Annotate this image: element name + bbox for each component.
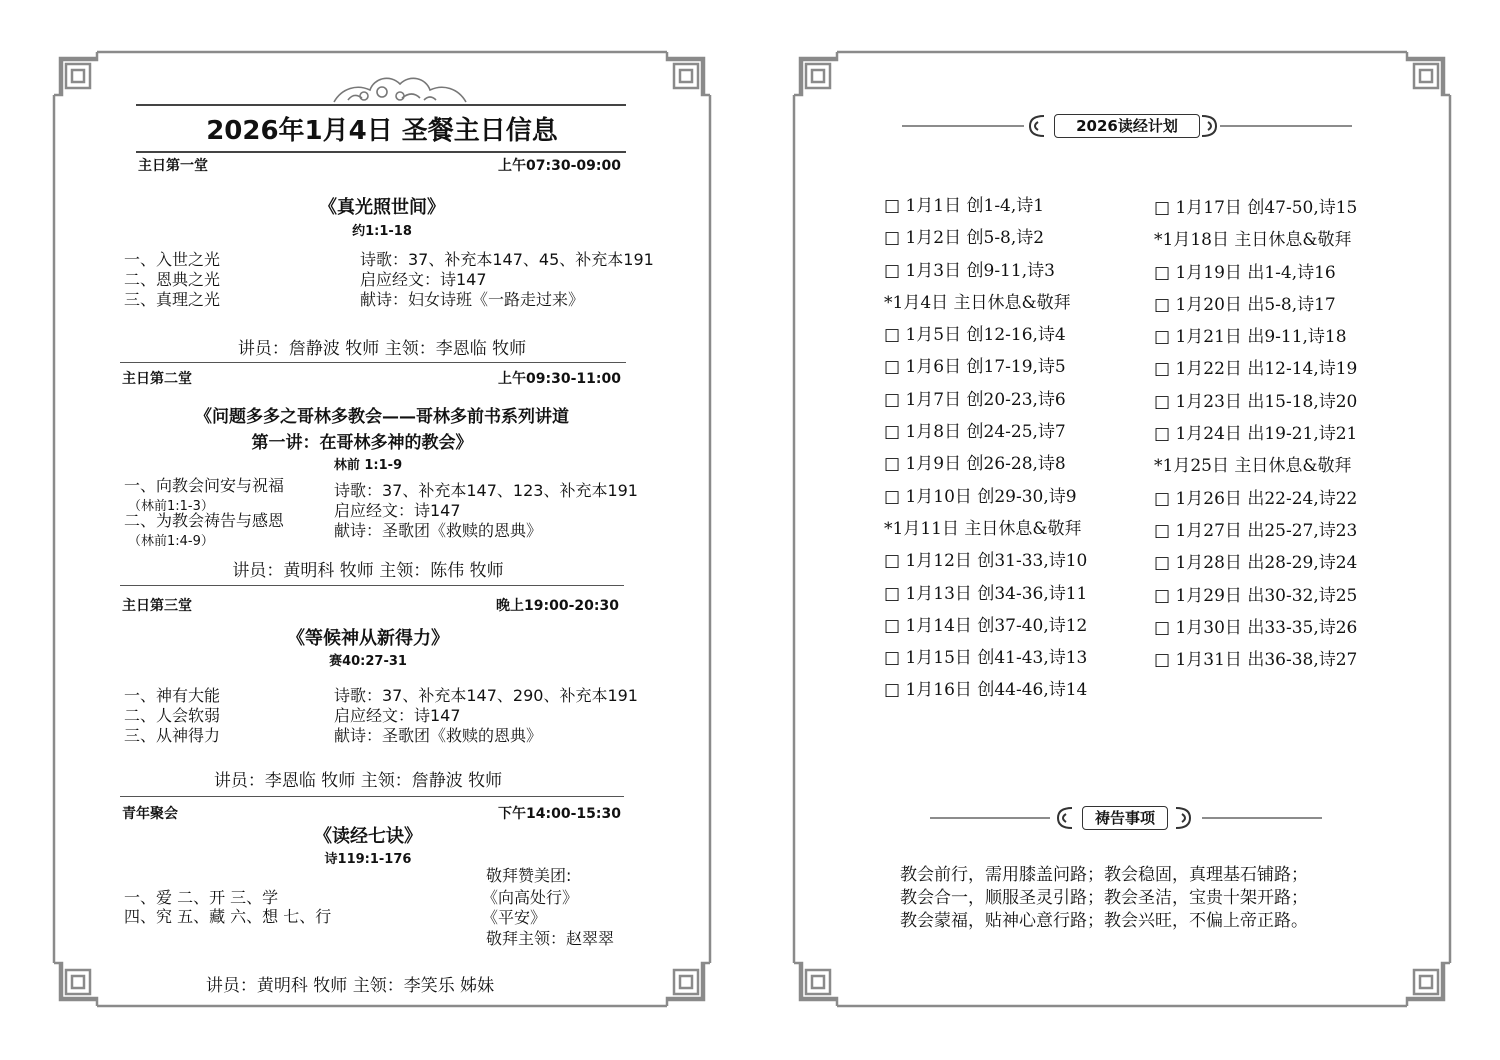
service-3-offering-song: 献诗：圣歌团《救赎的恩典》 <box>334 726 543 745</box>
service-1-speakers: 讲员：詹静波 牧师 主领：李恩临 牧师 <box>237 339 527 359</box>
service-2-time: 上午09:30-11:00 <box>498 371 621 387</box>
prayer-line-3: 教会蒙福，贴神心意行路；教会兴旺，不偏上帝正路。 <box>900 911 1308 931</box>
service-3-point-2: 二、人会软弱 <box>124 706 221 725</box>
reading-plan-item: □ 1月28日 出28-29,诗24 <box>1154 553 1358 574</box>
reading-plan-item: *1月18日 主日休息&敬拜 <box>1154 230 1352 251</box>
prayer-line-1: 教会前行，需用膝盖问路；教会稳固，真理基石铺路； <box>900 865 1308 885</box>
service-3-scripture: 赛40:27-31 <box>329 654 407 669</box>
reading-plan-item: □ 1月9日 创26-28,诗8 <box>884 454 1066 475</box>
youth-sermon-title: 《读经七诀》 <box>314 826 422 847</box>
reading-plan-item: □ 1月27日 出25-27,诗23 <box>1154 520 1358 541</box>
reading-plan-item: □ 1月5日 创12-16,诗4 <box>884 325 1066 346</box>
reading-plan-item: □ 1月13日 创34-36,诗11 <box>884 583 1088 604</box>
service-2-scripture: 林前 1:1-9 <box>333 458 403 473</box>
reading-plan-title: 2026读经计划 <box>1054 114 1200 138</box>
reading-plan-item: □ 1月16日 创44-46,诗14 <box>884 680 1088 701</box>
service-2-point-2-ref: （林前1:4-9） <box>128 534 214 549</box>
reading-plan-item: □ 1月17日 创47-50,诗15 <box>1154 198 1358 218</box>
reading-plan-item: □ 1月26日 出22-24,诗22 <box>1154 488 1358 509</box>
reading-plan-item: □ 1月1日 创1-4,诗1 <box>884 196 1045 216</box>
youth-speakers: 讲员：黄明科 牧师 主领：李笑乐 姊妹 <box>205 976 495 996</box>
service-2-name: 主日第二堂 <box>122 371 192 387</box>
reading-plan-item: □ 1月22日 出12-14,诗19 <box>1154 359 1358 380</box>
reading-plan-item: *1月4日 主日休息&敬拜 <box>884 292 1071 313</box>
youth-points-line-1: 一、爱 二、开 三、学 <box>124 888 279 907</box>
reading-plan-item: *1月11日 主日休息&敬拜 <box>884 518 1082 539</box>
reading-plan-item: □ 1月8日 创24-25,诗7 <box>884 422 1066 443</box>
youth-scripture: 诗119:1-176 <box>324 852 412 867</box>
section-divider <box>120 585 624 586</box>
reading-plan-item: □ 1月23日 出15-18,诗20 <box>1154 391 1358 412</box>
reading-plan-item: □ 1月30日 出33-35,诗26 <box>1154 617 1358 638</box>
youth-points-line-2: 四、究 五、藏 六、想 七、行 <box>124 907 332 926</box>
service-3-responsive-reading: 启应经文：诗147 <box>334 706 461 725</box>
service-1-offering-song: 献诗：妇女诗班《一路走过来》 <box>360 290 585 309</box>
service-2-point-2: 二、为教会祷告与感恩 <box>124 511 285 530</box>
service-3-time: 晚上19:00-20:30 <box>496 598 619 614</box>
reading-plan-item: □ 1月12日 创31-33,诗10 <box>884 551 1088 572</box>
cloud-ornament-icon <box>334 78 466 102</box>
reading-plan-item: □ 1月2日 创5-8,诗2 <box>884 228 1045 249</box>
prayer-line-2: 教会合一，顺服圣灵引路；教会圣洁，宝贵十架开路； <box>900 888 1308 908</box>
service-3-point-1: 一、神有大能 <box>124 686 221 705</box>
service-1-point-2: 二、恩典之光 <box>124 270 221 289</box>
service-2-sermon-title-line-1: 《问题多多之哥林多教会——哥林多前书系列讲道 <box>195 407 569 427</box>
service-2-point-1: 一、向教会问安与祝福 <box>124 476 285 495</box>
service-2-point-1-ref: （林前1:1-3） <box>128 499 214 514</box>
reading-plan-item: □ 1月15日 创41-43,诗13 <box>884 648 1088 669</box>
reading-plan-column-2 <box>1154 192 1357 676</box>
reading-plan-column-1 <box>884 190 1087 707</box>
youth-meeting-name: 青年聚会 <box>122 806 178 822</box>
reading-plan-item: □ 1月6日 创17-19,诗5 <box>884 357 1066 378</box>
reading-plan-item: □ 1月24日 出19-21,诗21 <box>1154 424 1358 445</box>
service-3-hymns: 诗歌：37、补充本147、290、补充本191 <box>334 686 638 705</box>
reading-plan-item: □ 1月10日 创29-30,诗9 <box>884 486 1077 507</box>
service-2-speakers: 讲员：黄明科 牧师 主领：陈伟 牧师 <box>232 561 504 581</box>
youth-worship-leader: 敬拜主领：赵翠翠 <box>486 929 615 948</box>
service-3-speakers: 讲员：李恩临 牧师 主领：詹静波 牧师 <box>213 771 503 791</box>
section-divider <box>120 796 624 797</box>
service-1-hymns: 诗歌：37、补充本147、45、补充本191 <box>360 250 654 269</box>
youth-meeting-time: 下午14:00-15:30 <box>498 806 621 822</box>
service-3-sermon-title: 《等候神从新得力》 <box>287 628 449 649</box>
youth-song-1: 《向高处行》 <box>482 888 579 907</box>
service-2-hymns: 诗歌：37、补充本147、123、补充本191 <box>334 481 638 500</box>
reading-plan-item: □ 1月29日 出30-32,诗25 <box>1154 585 1358 606</box>
service-3-point-3: 三、从神得力 <box>124 726 221 745</box>
right-reading-plan-page <box>792 50 1452 1008</box>
reading-plan-item: □ 1月31日 出36-38,诗27 <box>1154 650 1358 671</box>
service-2-responsive-reading: 启应经文：诗147 <box>334 501 461 520</box>
reading-plan-item: □ 1月21日 出9-11,诗18 <box>1154 327 1347 348</box>
youth-song-2: 《平安》 <box>482 908 547 927</box>
service-3-name: 主日第三堂 <box>122 598 192 614</box>
service-2-offering-song: 献诗：圣歌团《救赎的恩典》 <box>334 521 543 540</box>
reading-plan-item: □ 1月19日 出1-4,诗16 <box>1154 262 1336 283</box>
service-1-responsive-reading: 启应经文：诗147 <box>360 270 487 289</box>
reading-plan-item: □ 1月3日 创9-11,诗3 <box>884 260 1055 281</box>
service-1-point-1: 一、入世之光 <box>124 250 221 269</box>
service-1-sermon-title: 《真光照世间》 <box>319 197 445 218</box>
service-1-name: 主日第一堂 <box>138 158 208 174</box>
reading-plan-item: □ 1月14日 创37-40,诗12 <box>884 615 1088 636</box>
page-title: 2026年1月4日 圣餐主日信息 <box>206 116 558 146</box>
service-1-time: 上午07:30-09:00 <box>498 158 621 174</box>
service-2-sermon-title-line-2: 第一讲：在哥林多神的教会》 <box>251 433 473 453</box>
service-1-point-3: 三、真理之光 <box>124 290 221 309</box>
reading-plan-item: □ 1月7日 创20-23,诗6 <box>884 389 1066 410</box>
section-divider <box>120 362 626 363</box>
prayer-items-title: 祷告事项 <box>1082 806 1168 830</box>
service-1-scripture: 约1:1-18 <box>352 224 412 239</box>
reading-plan-item: *1月25日 主日休息&敬拜 <box>1154 456 1352 477</box>
youth-worship-team: 敬拜赞美团: <box>486 866 572 885</box>
left-bulletin-page <box>52 50 712 1008</box>
reading-plan-item: □ 1月20日 出5-8,诗17 <box>1154 294 1336 315</box>
